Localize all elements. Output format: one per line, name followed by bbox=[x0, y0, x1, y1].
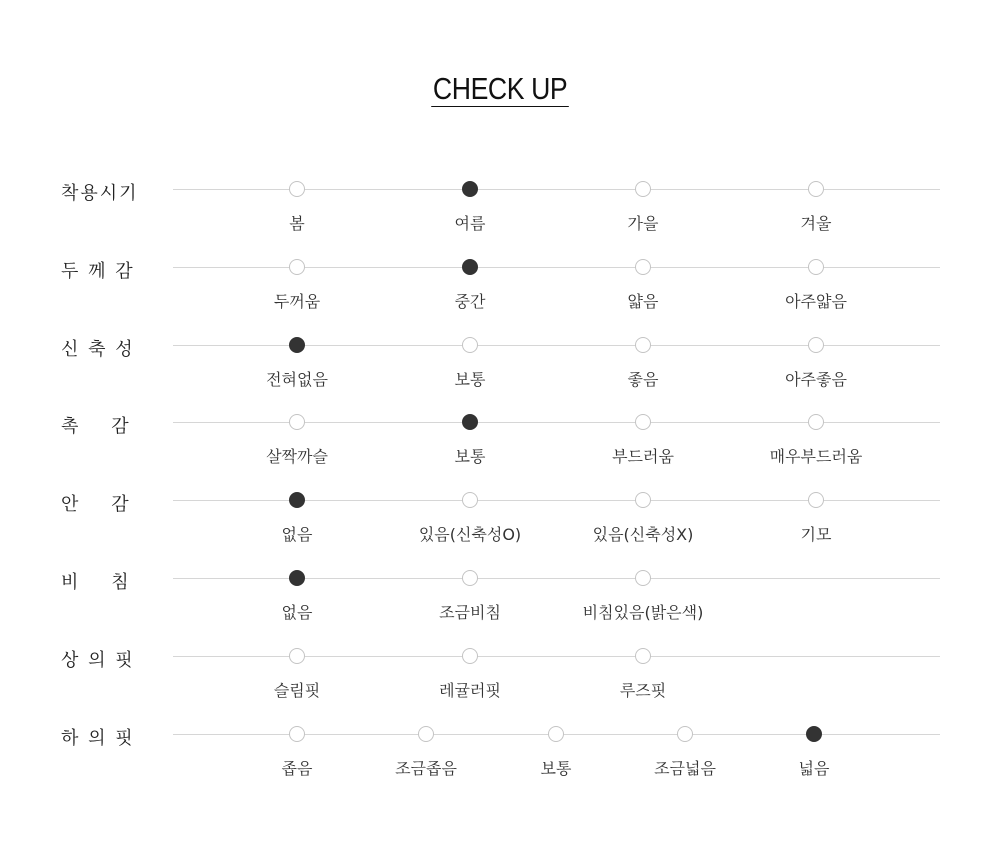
radio-dot[interactable] bbox=[289, 648, 305, 664]
radio-dot[interactable] bbox=[635, 414, 651, 430]
radio-dot-selected[interactable] bbox=[806, 726, 822, 742]
option-label: 없음 bbox=[281, 603, 313, 622]
radio-dot-selected[interactable] bbox=[462, 259, 478, 275]
radio-dot[interactable] bbox=[289, 414, 305, 430]
option-label: 얇음 bbox=[627, 292, 659, 311]
option-label: 중간 bbox=[454, 292, 486, 311]
option-label: 조금좁음 bbox=[395, 759, 457, 778]
option-label: 매우부드러움 bbox=[769, 447, 863, 466]
radio-dot[interactable] bbox=[808, 181, 824, 197]
option-label: 없음 bbox=[281, 525, 313, 544]
radio-dot[interactable] bbox=[462, 492, 478, 508]
row-label: 안 감 bbox=[61, 494, 131, 515]
option-label: 보통 bbox=[454, 370, 486, 389]
checkup-row bbox=[0, 183, 1000, 249]
radio-dot[interactable] bbox=[462, 648, 478, 664]
option-label: 봄 bbox=[289, 214, 305, 233]
radio-dot-selected[interactable] bbox=[289, 492, 305, 508]
radio-dot[interactable] bbox=[635, 181, 651, 197]
option-label: 좋음 bbox=[627, 370, 659, 389]
radio-dot[interactable] bbox=[808, 414, 824, 430]
option-label: 있음(신축성O) bbox=[418, 525, 522, 544]
checkup-row bbox=[0, 261, 1000, 327]
radio-dot[interactable] bbox=[635, 570, 651, 586]
checkup-row bbox=[0, 339, 1000, 405]
option-label: 살짝까슬 bbox=[266, 447, 328, 466]
option-label: 조금넓음 bbox=[654, 759, 716, 778]
radio-dot[interactable] bbox=[677, 726, 693, 742]
radio-dot[interactable] bbox=[462, 570, 478, 586]
option-label: 기모 bbox=[800, 525, 832, 544]
radio-dot[interactable] bbox=[289, 726, 305, 742]
checkup-row bbox=[0, 494, 1000, 560]
row-label: 신 축 성 bbox=[61, 339, 135, 360]
radio-dot[interactable] bbox=[462, 337, 478, 353]
radio-dot[interactable] bbox=[808, 492, 824, 508]
check-up-title bbox=[0, 72, 1000, 107]
option-label: 두꺼움 bbox=[273, 292, 321, 311]
page-title: CHECK UP bbox=[432, 71, 568, 106]
option-label: 슬림핏 bbox=[273, 681, 321, 700]
row-label: 비 침 bbox=[61, 572, 131, 593]
option-label: 레귤러핏 bbox=[439, 681, 501, 700]
option-label: 여름 bbox=[454, 214, 486, 233]
option-label: 부드러움 bbox=[612, 447, 674, 466]
radio-dot[interactable] bbox=[635, 648, 651, 664]
radio-dot[interactable] bbox=[635, 337, 651, 353]
option-label: 보통 bbox=[540, 759, 572, 778]
option-label: 전혀없음 bbox=[266, 370, 328, 389]
radio-dot-selected[interactable] bbox=[289, 337, 305, 353]
radio-dot[interactable] bbox=[635, 492, 651, 508]
option-label: 비침있음(밝은색) bbox=[582, 603, 704, 622]
radio-dot[interactable] bbox=[289, 259, 305, 275]
checkup-row bbox=[0, 650, 1000, 716]
radio-dot-selected[interactable] bbox=[462, 414, 478, 430]
radio-dot-selected[interactable] bbox=[462, 181, 478, 197]
row-label: 하 의 핏 bbox=[61, 728, 135, 749]
radio-dot-selected[interactable] bbox=[289, 570, 305, 586]
radio-dot[interactable] bbox=[808, 259, 824, 275]
option-label: 좁음 bbox=[281, 759, 313, 778]
option-label: 보통 bbox=[454, 447, 486, 466]
radio-dot[interactable] bbox=[289, 181, 305, 197]
radio-dot[interactable] bbox=[548, 726, 564, 742]
row-label: 상 의 핏 bbox=[61, 650, 135, 671]
checkup-row bbox=[0, 572, 1000, 638]
radio-dot[interactable] bbox=[635, 259, 651, 275]
option-label: 아주좋음 bbox=[785, 370, 847, 389]
option-label: 루즈핏 bbox=[619, 681, 667, 700]
option-label: 조금비침 bbox=[439, 603, 501, 622]
option-label: 가을 bbox=[627, 214, 659, 233]
checkup-row bbox=[0, 416, 1000, 482]
radio-dot[interactable] bbox=[418, 726, 434, 742]
option-label: 겨울 bbox=[800, 214, 832, 233]
checkup-row bbox=[0, 728, 1000, 794]
row-label: 두 께 감 bbox=[61, 261, 135, 282]
option-label: 있음(신축성X) bbox=[592, 525, 694, 544]
row-label: 착용시기 bbox=[61, 183, 139, 204]
row-label: 촉 감 bbox=[61, 416, 131, 437]
option-label: 아주얇음 bbox=[785, 292, 847, 311]
option-label: 넓음 bbox=[798, 759, 830, 778]
radio-dot[interactable] bbox=[808, 337, 824, 353]
